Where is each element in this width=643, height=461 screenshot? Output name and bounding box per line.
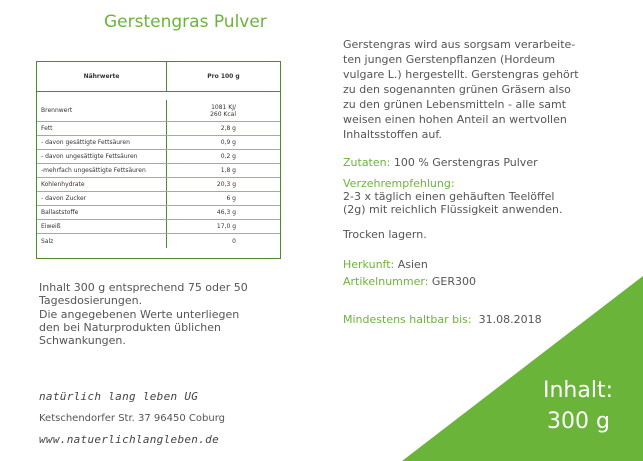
content-note-line: Die angegebenen Werte unterliegen — [39, 307, 240, 321]
content-note-line: Inhalt 300 g entsprechend 75 oder 50 — [39, 281, 248, 294]
nutrition-label: Brennwert — [37, 100, 167, 121]
company-name: natürlich lang leben UG — [39, 390, 199, 403]
nutrition-label: Salz — [37, 234, 167, 248]
description-line: vulgare L.) hergestellt. Gerstengras gehört — [343, 68, 579, 81]
content-badge-value: 300 g — [547, 409, 610, 434]
nutrition-value: 2,8 g — [220, 125, 236, 132]
storage-note: Trocken lagern. — [343, 228, 427, 241]
company-website: www.natuerlichlangleben.de — [39, 433, 219, 446]
description-line: weisen einen hohen Anteil an wertvollen — [343, 113, 567, 126]
best-before-value: 31.08.2018 — [471, 313, 542, 326]
nutrition-label: Fett — [37, 122, 167, 135]
nutrition-label: Eiweiß — [37, 220, 167, 233]
nutrition-value: 1081 KJ/ 260 Kcal — [210, 103, 236, 118]
nutrition-header-value: Pro 100 g — [207, 73, 240, 80]
origin-label: Herkunft: — [343, 258, 395, 271]
content-badge-label: Inhalt: — [542, 378, 613, 403]
nutrition-value: 20,3 g — [216, 181, 236, 188]
usage-line: 2-3 x täglich einen gehäuften Teelöffel — [343, 190, 555, 203]
content-note-line: den bei Naturprodukten üblichen — [39, 320, 221, 334]
origin-value: Asien — [394, 258, 428, 271]
content-note-line: Tagesdosierungen. — [39, 294, 143, 308]
description-line: zu den sogenannten grünen Gräsern also — [343, 83, 571, 96]
nutrition-value: 1,8 g — [220, 167, 236, 174]
nutrition-value: 0 — [232, 237, 236, 245]
description-line: ten jungen Gerstenpflanzen (Hordeum — [343, 53, 556, 66]
nutrition-label: - davon Zucker — [37, 192, 167, 205]
nutrition-value: 0,9 g — [220, 139, 236, 146]
nutrition-label: Kohlenhydrate — [37, 178, 167, 191]
description-line: Gerstengras wird aus sorgsam verarbeite- — [343, 38, 576, 51]
ingredients-value: 100 % Gerstengras Pulver — [390, 156, 538, 169]
usage-label: Verzehrempfehlung: — [343, 177, 455, 190]
nutrition-label: - davon ungesättigte Fettsäuren — [37, 150, 167, 163]
article-label: Artikelnummer: — [343, 275, 429, 288]
content-note-line: Schwankungen. — [39, 334, 126, 348]
best-before-label: Mindestens haltbar bis: — [343, 313, 472, 326]
nutrition-label: Ballaststoffe — [37, 206, 167, 219]
nutrition-label: -mehrfach ungesättigte Fettsäuren — [37, 164, 167, 177]
company-address: Ketschendorfer Str. 37 96450 Coburg — [39, 413, 225, 424]
article-value: GER300 — [428, 275, 477, 288]
nutrition-label: - davon gesättigte Fettsäuren — [37, 136, 167, 149]
description-line: Inhaltsstoffen auf. — [343, 128, 442, 141]
nutrition-value: 6 g — [226, 195, 236, 202]
nutrition-header-label: Nährwerte — [37, 62, 167, 91]
product-title: Gerstengras Pulver — [104, 12, 267, 32]
ingredients-label: Zutaten: — [343, 156, 391, 169]
nutrition-value: 0,2 g — [220, 153, 236, 160]
nutrition-value: 17,0 g — [216, 223, 236, 230]
nutrition-value: 46,3 g — [216, 209, 236, 216]
description-line: zu den grünen Lebensmitteln - alle samt — [343, 98, 567, 111]
usage-line: (2g) mit reichlich Flüssigkeit anwenden. — [343, 203, 563, 216]
